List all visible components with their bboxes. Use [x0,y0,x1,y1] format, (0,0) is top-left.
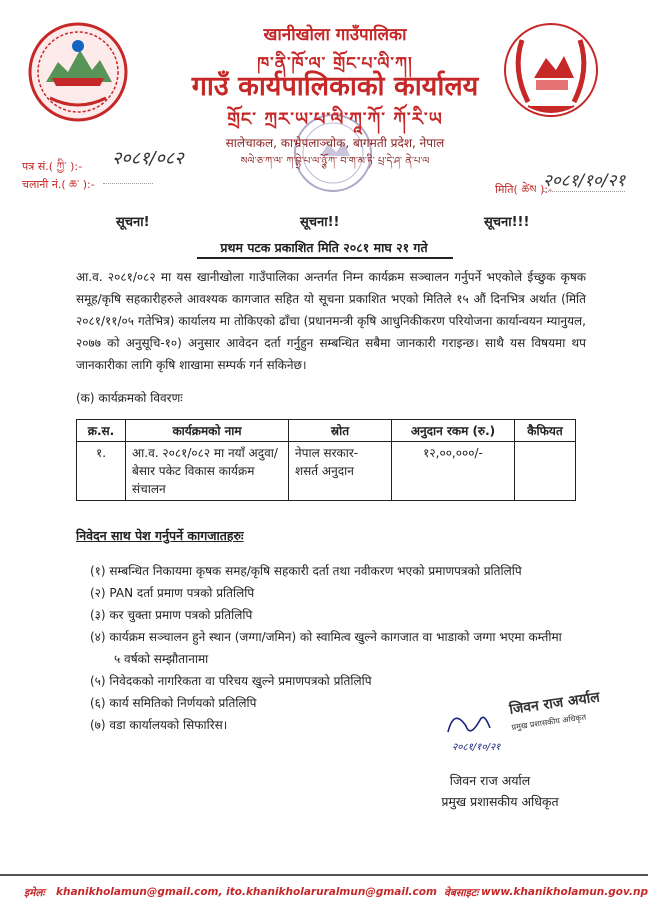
footer-divider [0,874,648,876]
office-title: गाउँ कार्यपालिकाको कार्यालय [191,71,479,102]
office-address: सालेचाकल, काभ्रेपलाञ्चोक, बागमती प्रदेश, नेपाल [225,136,445,150]
office-title-tibetan: གྲོང་ ཀྲར་ཡ་པ་ལི་ཀཱ་ཀོ་ ཀོ་རི་ཡ [227,109,443,130]
program-details-label: (क) कार्यक्रमको विवरणः [76,391,183,405]
list-item: (३) कर चुक्ता प्रमाण पत्रको प्रतिलिपि [90,608,253,622]
list-item: (६) कार्य समितिको निर्णयको प्रतिलिपि [90,696,257,710]
notice-heading-2: सूचना!! [300,215,340,230]
signature-stamp [440,689,601,772]
cell-source: नेपाल सरकार- शसर्त अनुदान [289,442,392,501]
list-item: (७) वडा कार्यालयको सिफारिस। [90,718,228,732]
date-label: मिति( ཚེས ):- [495,183,553,196]
notice-body-paragraph: आ.व. २०८१/०८२ मा यस खानीखोला गाउँपालिका अन्तर्गत निम्न कार्यक्रम सञ्चालन गर्नुपर्ने भएकोले ईच्छुक कृषक समूह/कृषि सहकारीहरुले आवश्यक कागजात सहित यो सूचना प्रकाशित भएको मितिले १५ औं दिनभित्र अर्थात (मिति २०८१/११/०५ गतेभित्र) कार्यालय मा तोकिएको ढाँचा (प्रधानमन्त्री कृषि आधुनिकीकरण परियोजना कार्यान्वयन म्यानुयल, २०७७ को अनुसूचि-१०) अनुसार आवेदन दर्ता गर्नुहुन सम्बन्धित सबैमा जानकारी गराइन्छ। साथै यस विषयमा थप जानकारीका लागि कृषि शाखामा सम्पर्क गर्न सकिनेछ। [76,270,586,372]
list-item: (२) PAN दर्ता प्रमाण पत्रको प्रतिलिपि [90,586,255,600]
program-table [76,419,576,501]
published-date-line: प्रथम पटक प्रकाशित मिति २०८१ माघ २१ गते [220,240,428,255]
reference-number-label: पत्र सं.( ཀྱི་ ):- [22,160,83,173]
left-emblem-logo [28,20,128,124]
table-header-row [77,420,576,442]
col-header-source: स्रोत [289,420,392,442]
date-value: २०८१/१०/२१ [543,168,625,192]
cell-sn: १. [77,442,126,501]
notice-heading-1: सूचना! [116,215,150,230]
reference-number-value: २०८१/०८२ [112,148,184,169]
cell-name: आ.व. २०८१/०८२ मा नयाँ अदुवा/बेसार पकेट विकास कार्यक्रम संचालन [126,442,289,501]
required-documents-title: निवेदन साथ पेश गर्नुपर्ने कागजातहरुः [76,528,244,543]
signatory-name: जिवन राज अर्याल [449,773,531,788]
cell-amount: १२,००,०००/- [392,442,515,501]
table-row [77,442,576,501]
footer-website-label: वेबसाइटः [444,887,479,899]
list-item: (१) सम्बन्धित निकायमा कृषक समह/कृषि सहकारी दर्ता तथा नवीकरण भएको प्रमाणपत्रको प्रतिलिपि [90,564,522,578]
list-item: (५) निवेदकको नागरिकता वा परिचय खुल्ने प्रमाणपत्रको प्रतिलिपि [90,674,372,688]
office-name-tibetan: ཁ་ནི་ཁོ་ལ་ གྲོང་པ་ལི་ཀ། [257,54,413,74]
published-underline [197,257,453,259]
office-name: खानीखोला गाउँपालिका [263,25,407,45]
office-address-tibetan: སལེ་ཅ་ཀ་ལ་ ཀ་བྷྲེ་པ་ལ་ཉྩོ་ཀ་ བ་ག་མ་ཏི་ པྲ་དེ་ཤ་ ནེ་པ་ལ [240,156,430,167]
signature-date: २०८१/१०/२१ [452,742,501,753]
stamp-title: प्रमुख प्रशासकीय अधिकृत [511,712,587,732]
cell-remarks [515,442,576,501]
col-header-amount: अनुदान रकम (रु.) [392,420,515,442]
col-header-sn: क्र.स. [77,420,126,442]
dispatch-number-label: चलानी नं.( ཆ་ ):- [22,178,95,191]
list-item: (४) कार्यक्रम सञ्चालन हुने स्थान (जग्गा/जमिन) को स्वामित्व खुल्ने कागजात वा भाडाको जग्गा भएमा कम्तीमा ५ वर्षको सम्झौतानामा [90,630,562,666]
stamp-name: जिवन राज अर्याल [508,689,601,718]
col-header-remarks: कैफियत [515,420,576,442]
footer-website[interactable]: www.khanikholamun.gov.np [481,886,648,898]
footer-email-label: इमेलः [24,887,45,899]
notice-heading-3: सूचना!!! [484,215,530,230]
footer-email[interactable]: khanikholamun@gmail.com, ito.khanikholaruralmun@gmail.com [56,886,437,898]
dispatch-number-value [103,171,153,184]
signatory-title: प्रमुख प्रशासकीय अधिकृत [441,794,559,809]
col-header-name: कार्यक्रमको नाम [126,420,289,442]
